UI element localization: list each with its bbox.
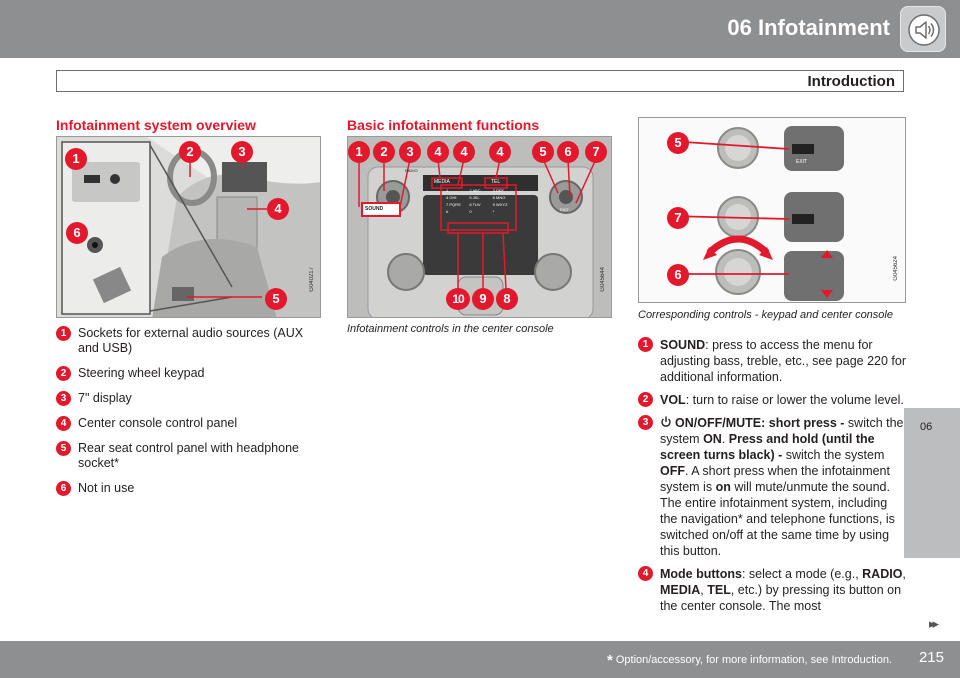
chapter-side-tab (904, 408, 960, 558)
keypad (446, 188, 514, 214)
list-item: 4 Mode buttons: select a mode (e.g., RADIO, MEDIA, TEL, etc.) by pressing its button on the center console. The most (638, 566, 908, 614)
basic-functions-heading: Basic infotainment functions (347, 117, 540, 133)
power-icon (660, 416, 672, 428)
callout-4: 4 (489, 141, 511, 163)
keypad-key: 2 ABC (469, 188, 481, 193)
list-item: 6 Not in use (56, 481, 321, 496)
callout-2: 2 (373, 141, 395, 163)
radio-label: RADIO (405, 168, 418, 173)
tel-label: TEL (491, 179, 501, 185)
keypad-key: 6 MNO (492, 195, 506, 200)
footnote: * Option/accessory, for more information, see Introduction. (606, 652, 892, 669)
keypad-key: 9 WXYZ (492, 202, 508, 207)
list-item: 5 Rear seat control panel with headphone socket* (56, 441, 321, 471)
sound-label: SOUND (365, 206, 384, 212)
callout-1: 1 (65, 148, 87, 170)
chapter-title: 06 Infotainment (727, 15, 890, 40)
section-title: Introduction (807, 73, 895, 90)
callout-5: 5 (532, 141, 554, 163)
overview-list (56, 326, 321, 506)
callout-5: 5 (667, 132, 689, 154)
center-console-figure (347, 136, 612, 318)
controls-list (638, 337, 908, 621)
keypad-key: 8 TUV (469, 202, 481, 207)
callout-4: 4 (427, 141, 449, 163)
list-item: 3 7" display (56, 391, 321, 406)
next-page-arrows-icon: ▸▸ (928, 616, 936, 631)
callout-6: 6 (66, 222, 88, 244)
callout-1: 1 (348, 141, 370, 163)
callout-5: 5 (265, 288, 287, 310)
keypad-key: 3 DEF (492, 188, 504, 193)
callout-7: 7 (667, 207, 689, 229)
figure-code: G045644 (600, 267, 606, 292)
keypad-key: 1 (446, 188, 449, 193)
callout-6: 6 (667, 264, 689, 286)
callout-3: 3 (231, 141, 253, 163)
callout-9: 9 (472, 288, 494, 310)
callout-2: 2 (179, 141, 201, 163)
list-item: 4 Center console control panel (56, 416, 321, 431)
overview-figure (56, 136, 321, 318)
keypad-key: 7 PQRS (446, 202, 461, 207)
list-item: 1 SOUND: press to access the menu for adjusting bass, treble, etc., see page 220 for additional information. (638, 337, 908, 385)
callout-7: 7 (585, 141, 607, 163)
figure-code: G040217 (309, 267, 315, 292)
callout-4: 4 (267, 198, 289, 220)
center-console-caption: Infotainment controls in the center console (347, 323, 554, 335)
list-item: 1 Sockets for external audio sources (AUX and USB) (56, 326, 321, 356)
keypad-key: 0 (469, 209, 472, 214)
media-label: MEDIA (434, 179, 450, 185)
callout-10: 10 (446, 288, 470, 310)
callout-6: 6 (557, 141, 579, 163)
overview-heading: Infotainment system overview (56, 117, 256, 133)
header-bar (0, 0, 960, 58)
list-item: 3 ON/OFF/MUTE: short press - switch the system ON. Press and hold (until the screen turns black) - switch the system OFF. A short press when the infotainment system is on will mute/unmute the sound. The entire infotainment system, including the navigation* and telephone functions, is switched on/off at the same time by using this button. (638, 415, 908, 559)
figure-code: G045624 (893, 256, 899, 281)
callout-8: 8 (496, 288, 518, 310)
keypad-key: # (446, 209, 449, 214)
controls-caption: Corresponding controls - keypad and center console (638, 309, 893, 321)
list-item: 2 VOL: turn to raise or lower the volume level. (638, 392, 908, 408)
callout-4: 4 (453, 141, 475, 163)
list-item: 2 Steering wheel keypad (56, 366, 321, 381)
side-tab-label: 06 (920, 421, 933, 433)
keypad-key: 4 GHI (446, 195, 457, 200)
keypad-key: * (492, 209, 495, 214)
page-number: 215 (918, 649, 944, 666)
controls-figure (638, 117, 906, 303)
speaker-icon (900, 6, 946, 52)
footer-bar (0, 641, 960, 678)
exit-label: EXIT (796, 159, 808, 165)
exit-label: EXIT (560, 207, 569, 212)
section-bar (56, 70, 904, 92)
keypad-key: 5 JKL (469, 195, 480, 200)
callout-3: 3 (399, 141, 421, 163)
